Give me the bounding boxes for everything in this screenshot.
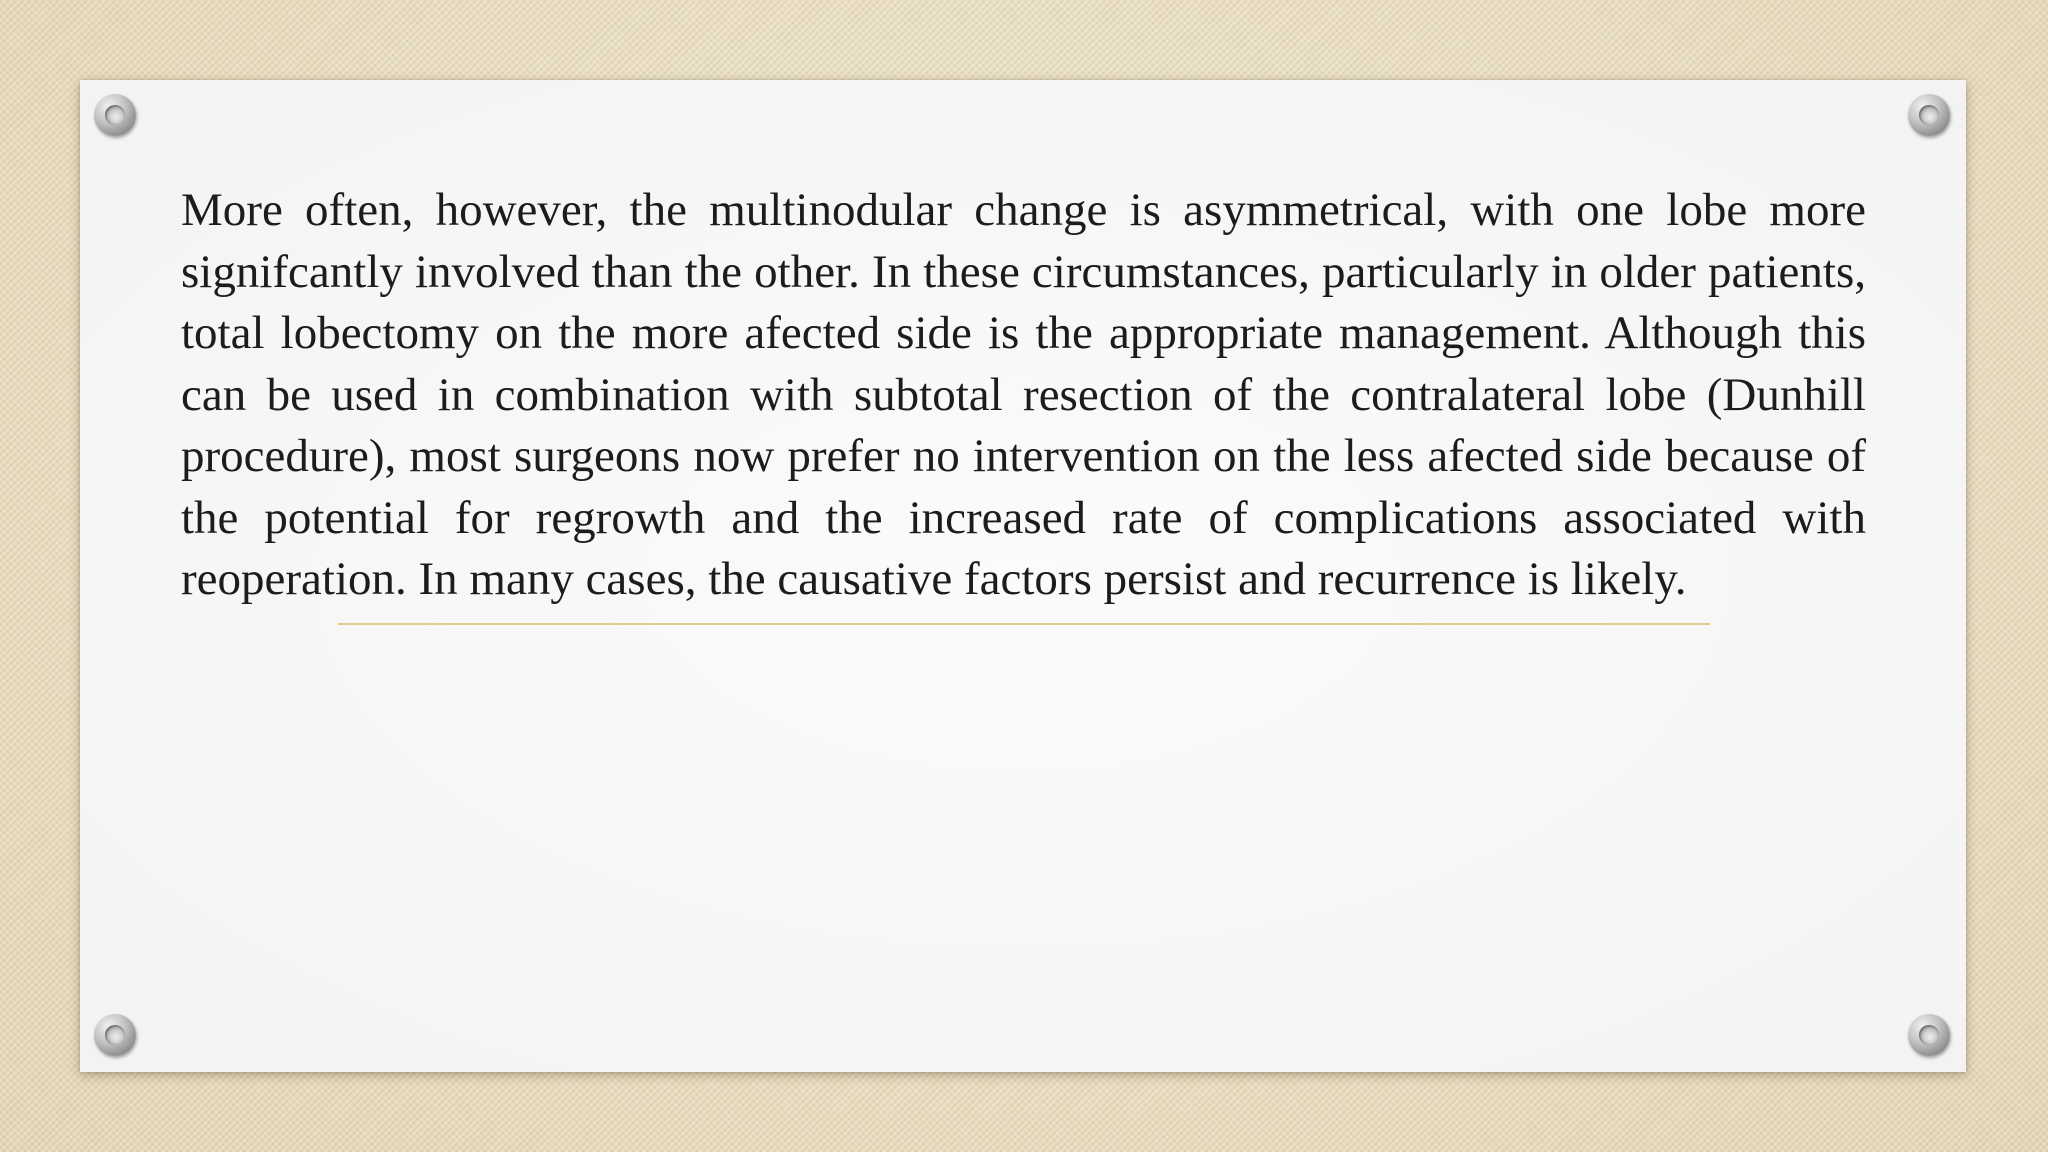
accent-divider-line — [338, 623, 1710, 625]
grommet-bottom-right-icon — [1908, 1014, 1950, 1056]
grommet-bottom-left-icon — [94, 1014, 136, 1056]
slide-body-text: More often, however, the multinodular change is asymmetrical, with one lobe more signifcantly involved than the other. In these circumstances, particularly in older patients, total lobectomy on the more afected side is the appropriate management. Although this can be used in combination with subtotal resection of the contralateral lobe (Dunhill procedure), most surgeons now prefer no intervention on the less afected side because of the potential for regrowth and the increased rate of complications associated with reoperation. In many cases, the causative factors persist and recurrence is likely. — [181, 184, 1866, 605]
grommet-top-right-icon — [1908, 94, 1950, 136]
grommet-top-left-icon — [94, 94, 136, 136]
